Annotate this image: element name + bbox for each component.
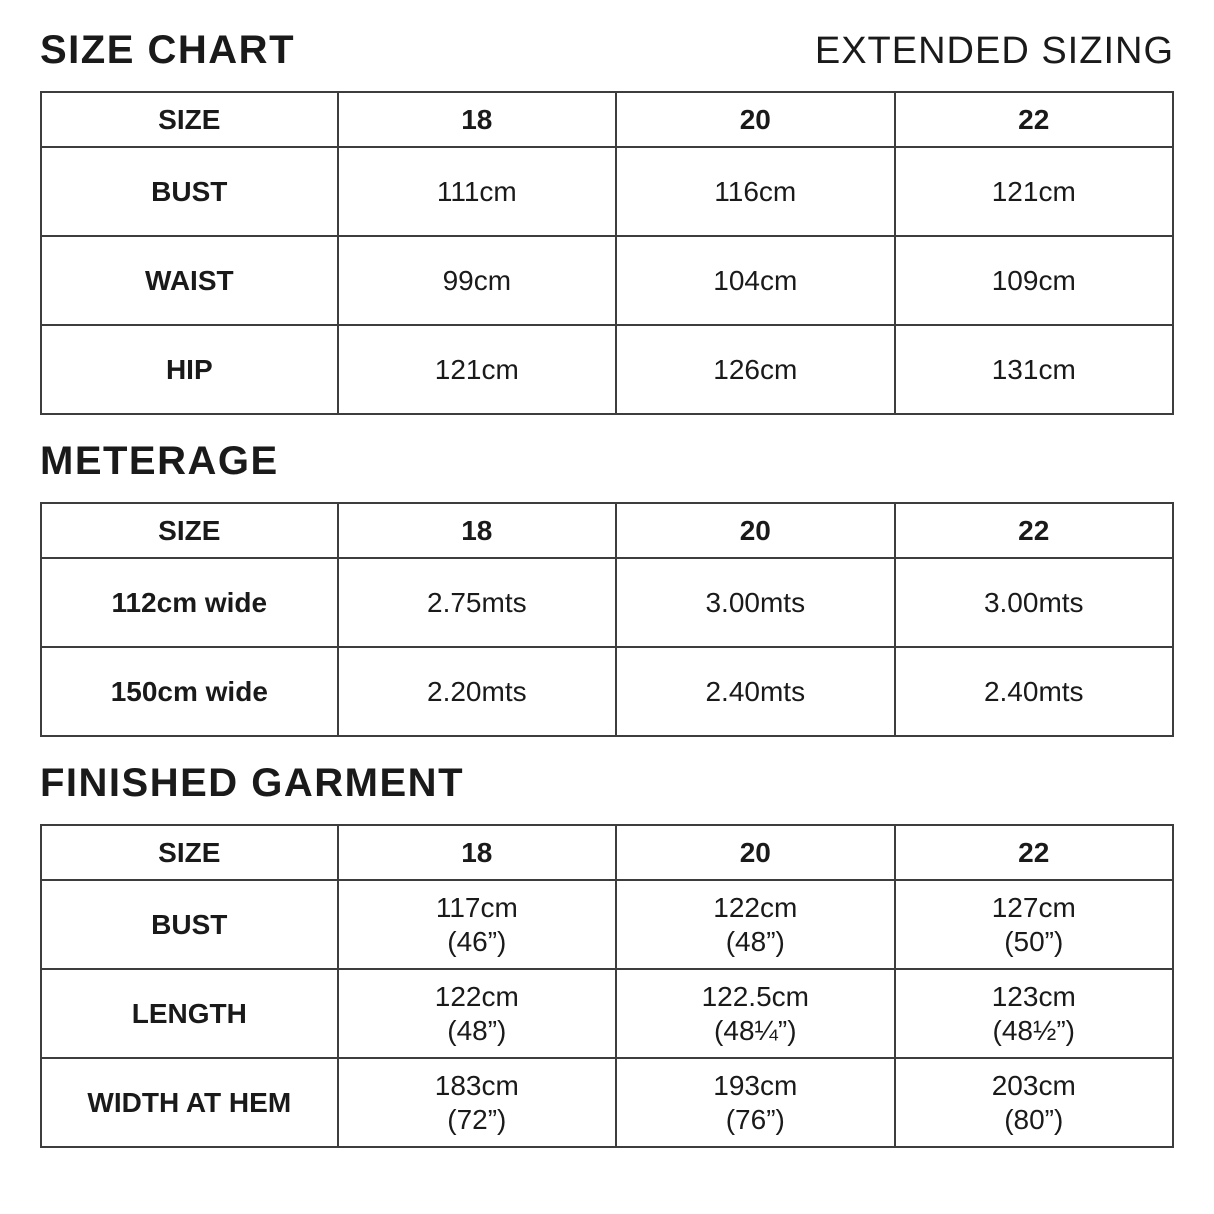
table-row-112cm-wide (41, 558, 1173, 647)
header-cell-18: 18 (338, 503, 616, 558)
header-cell-22: 22 (895, 825, 1173, 880)
value-cm: 127cm (991, 891, 1076, 923)
header-cell-18: 18 (338, 825, 616, 880)
meterage-header-row (41, 503, 1173, 558)
value-cell: 3.00mts (895, 558, 1173, 647)
value-cell (895, 969, 1173, 1058)
value-cm: 193cm (713, 1069, 798, 1101)
value-inches: (80”) (1004, 1103, 1064, 1135)
value-cell: 2.40mts (895, 647, 1173, 736)
value-inches: (76”) (725, 1103, 785, 1135)
value-cell (895, 880, 1173, 969)
finished-garment-header-row (41, 825, 1173, 880)
row-label: BUST (41, 880, 338, 969)
value-cell (338, 880, 616, 969)
value-cm: 203cm (991, 1069, 1076, 1101)
header-cell-18: 18 (338, 92, 616, 147)
row-label: LENGTH (41, 969, 338, 1058)
value-cell: 2.40mts (616, 647, 894, 736)
value-cell: 109cm (895, 236, 1173, 325)
header-cell-size: SIZE (41, 503, 338, 558)
value-inches: (48¼”) (714, 1014, 797, 1046)
row-label: 150cm wide (41, 647, 338, 736)
table-row-width-at-hem (41, 1058, 1173, 1147)
value-inches: (72”) (447, 1103, 507, 1135)
value-cm: 122.5cm (701, 980, 809, 1012)
value-cm: 183cm (434, 1069, 519, 1101)
value-cell (895, 1058, 1173, 1147)
value-inches: (48½”) (992, 1014, 1075, 1046)
page-title: SIZE CHART (40, 28, 295, 72)
value-cell: 3.00mts (616, 558, 894, 647)
size-chart-header-row (41, 92, 1173, 147)
row-label: WIDTH AT HEM (41, 1058, 338, 1147)
value-cell: 121cm (338, 325, 616, 414)
page-header (40, 28, 1174, 72)
value-cell: 99cm (338, 236, 616, 325)
value-cell: 104cm (616, 236, 894, 325)
header-cell-size: SIZE (41, 92, 338, 147)
value-cell (338, 969, 616, 1058)
meterage-table (40, 502, 1174, 737)
value-cell (616, 880, 894, 969)
size-chart-table (40, 91, 1174, 415)
header-cell-20: 20 (616, 92, 894, 147)
table-row-length (41, 969, 1173, 1058)
value-cell: 121cm (895, 147, 1173, 236)
value-cell: 126cm (616, 325, 894, 414)
row-label: BUST (41, 147, 338, 236)
value-inches: (50”) (1004, 925, 1064, 957)
header-cell-22: 22 (895, 503, 1173, 558)
header-cell-size: SIZE (41, 825, 338, 880)
value-cell: 116cm (616, 147, 894, 236)
row-label: WAIST (41, 236, 338, 325)
row-label: HIP (41, 325, 338, 414)
table-row-bust (41, 880, 1173, 969)
table-row-hip (41, 325, 1173, 414)
header-cell-22: 22 (895, 92, 1173, 147)
value-cell: 2.75mts (338, 558, 616, 647)
value-cell (338, 1058, 616, 1147)
row-label: 112cm wide (41, 558, 338, 647)
header-cell-20: 20 (616, 825, 894, 880)
table-row-150cm-wide (41, 647, 1173, 736)
meterage-title: METERAGE (40, 439, 279, 483)
finished-garment-table (40, 824, 1174, 1148)
table-row-bust (41, 147, 1173, 236)
value-cm: 122cm (713, 891, 798, 923)
value-cell (616, 969, 894, 1058)
value-cm: 122cm (434, 980, 519, 1012)
value-cell: 111cm (338, 147, 616, 236)
value-cell: 131cm (895, 325, 1173, 414)
value-inches: (46”) (447, 925, 507, 957)
finished-garment-title: FINISHED GARMENT (40, 761, 464, 805)
value-inches: (48”) (447, 1014, 507, 1046)
value-inches: (48”) (725, 925, 785, 957)
value-cm: 123cm (991, 980, 1076, 1012)
value-cell: 2.20mts (338, 647, 616, 736)
page-subtitle: EXTENDED SIZING (814, 30, 1174, 72)
table-row-waist (41, 236, 1173, 325)
value-cell (616, 1058, 894, 1147)
value-cm: 117cm (435, 891, 518, 923)
header-cell-20: 20 (616, 503, 894, 558)
